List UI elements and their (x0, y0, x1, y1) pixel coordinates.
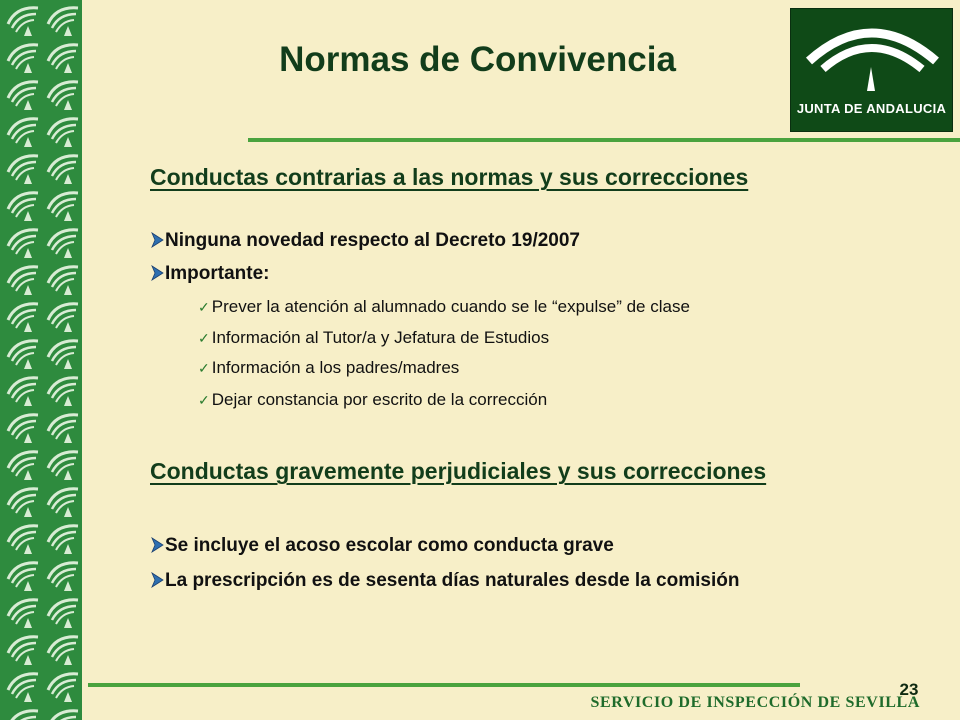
arrow-bullet-icon (150, 572, 164, 588)
sidebar-motif-icon (48, 637, 78, 665)
sub-bullet-item (198, 358, 459, 378)
sidebar-motif-icon (48, 304, 78, 332)
sidebar-motif-icon (48, 230, 78, 258)
sub-bullet-item (198, 390, 547, 410)
sidebar-motif-icon (8, 415, 38, 443)
sub-bullet-item (198, 297, 690, 317)
sidebar-motif-icon (48, 600, 78, 628)
arrow-bullet-icon (150, 537, 164, 553)
sidebar-motif-icon (48, 378, 78, 406)
section-heading-graves: Conductas gravemente perjudiciales y sus correcciones (150, 458, 767, 484)
sidebar-motif-icon (48, 563, 78, 591)
page-number: 23 (899, 680, 919, 699)
sidebar-motif-icon (48, 8, 78, 36)
checkmark-icon: ✓ (198, 299, 210, 315)
sidebar-motif-icon (8, 8, 38, 36)
sidebar-motif-icon (8, 119, 38, 147)
sub-bullet-text: Información al Tutor/a y Jefatura de Estudios (211, 328, 550, 347)
sidebar-motif-icon (8, 267, 38, 295)
arrow-bullet-icon (150, 265, 164, 281)
sidebar-motif-icon (48, 489, 78, 517)
bullet-text: Ninguna novedad respecto al Decreto 19/2007 (165, 230, 580, 251)
sidebar-motif-icon (48, 341, 78, 369)
sidebar-motif-icon (8, 230, 38, 258)
sidebar-motif-icon (8, 378, 38, 406)
sub-bullet-item (198, 328, 549, 348)
sidebar-motif-icon (48, 119, 78, 147)
sidebar-motif-icon (8, 489, 38, 517)
bullet-text: La prescripción es de sesenta días naturales desde la comisión (165, 570, 740, 591)
sidebar-motif-icon (48, 82, 78, 110)
sidebar-motif-icon (8, 156, 38, 184)
sidebar-motif-icon (48, 267, 78, 295)
checkmark-icon: ✓ (198, 392, 210, 408)
sidebar-motif-icon (8, 82, 38, 110)
sidebar-motif-icon (8, 674, 38, 702)
sidebar-motif-icon (48, 193, 78, 221)
sidebar-motif-icon (8, 600, 38, 628)
sidebar-motif-icon (48, 45, 78, 73)
sub-bullet-text: Prever la atención al alumnado cuando se le “expulse” de clase (211, 297, 690, 316)
footer-rule (88, 683, 800, 687)
junta-de-andalucia-logo (790, 8, 953, 132)
sidebar-motif-icon (48, 156, 78, 184)
sidebar-motif-icon (8, 637, 38, 665)
sidebar-motif-icon (8, 452, 38, 480)
arrow-bullet-icon (150, 232, 164, 248)
sidebar-motif-icon (8, 45, 38, 73)
sidebar-motif-icon (48, 452, 78, 480)
checkmark-icon: ✓ (198, 330, 210, 346)
sidebar-pattern (0, 0, 82, 720)
sidebar-motif-icon (8, 304, 38, 332)
sidebar-motif-icon (8, 526, 38, 554)
title-underline-rule (248, 138, 960, 142)
bullet-item (150, 230, 580, 252)
sub-bullet-text: Información a los padres/madres (211, 358, 460, 377)
bullet-item (150, 263, 270, 285)
sidebar-motif-icon (48, 674, 78, 702)
sidebar-motif-icon (8, 193, 38, 221)
bullet-text: Importante: (165, 263, 270, 284)
sidebar-motif-icon (48, 711, 78, 720)
bullet-item (150, 570, 739, 592)
section-heading-contrarias: Conductas contrarias a las normas y sus correcciones (150, 164, 749, 190)
slide-title: Normas de Convivencia (279, 40, 676, 79)
logo-text: JUNTA DE ANDALUCIA (796, 101, 947, 116)
sidebar-motif-icon (48, 526, 78, 554)
decorative-sidebar (0, 0, 82, 720)
sidebar-motif-icon (8, 711, 38, 720)
sidebar-motif-icon (8, 341, 38, 369)
sub-bullet-text: Dejar constancia por escrito de la corrección (211, 390, 548, 409)
sidebar-motif-icon (48, 415, 78, 443)
sidebar-motif-icon (8, 563, 38, 591)
bullet-item (150, 535, 614, 557)
logo-emblem-icon (791, 9, 954, 99)
checkmark-icon: ✓ (198, 360, 210, 376)
bullet-text: Se incluye el acoso escolar como conducta grave (165, 535, 614, 556)
footer-text: SERVICIO DE INSPECCIÓN DE SEVILLA (590, 694, 920, 711)
